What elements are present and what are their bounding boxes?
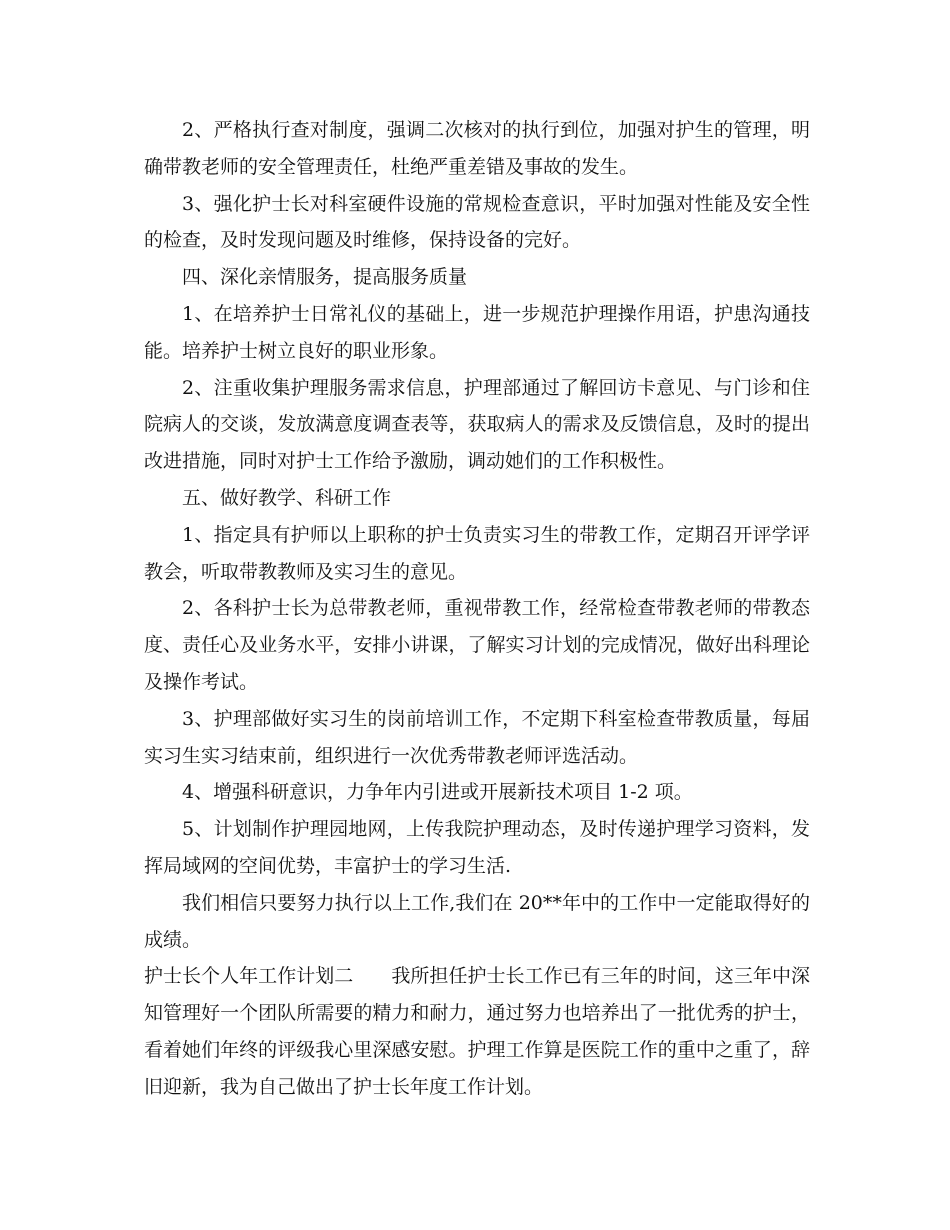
section-heading-service-quality: 四、深化亲情服务，提高服务质量 xyxy=(182,266,468,289)
paragraph-teaching-assignment: 1、指定具有护师以上职称的护士负责实习生的带教工作，定期召开评学评教会，听取带教教师及实习生的意见。 xyxy=(144,523,810,583)
paragraph-nursing-website: 5、计划制作护理园地网，上传我院护理动态，及时传递护理学习资料，发挥局域网的空间优势，丰富护士的学习生活. xyxy=(144,818,810,877)
paragraph-etiquette-training: 1、在培养护士日常礼仪的基础上，进一步规范护理操作用语，护患沟通技能。培养护士树立良好的职业形象。 xyxy=(144,302,810,362)
section-heading-teaching-research: 五、做好教学、科研工作 xyxy=(182,486,392,509)
paragraph-verification-system: 2、严格执行查对制度，强调二次核对的执行到位，加强对护生的管理，明确带教老师的安全管理责任，杜绝严重差错及事故的发生。 xyxy=(144,119,810,178)
document-page xyxy=(144,112,810,1106)
paragraph-head-nurse-teaching: 2、各科护士长为总带教老师，重视带教工作，经常检查带教老师的带教态度、责任心及业务水平，安排小讲课，了解实习计划的完成情况，做好出科理论及操作考试。 xyxy=(144,597,810,693)
paragraph-plan-two-intro: 护士长个人年工作计划二 我所担任护士长工作已有三年的时间，这三年中深知管理好一个团队所需要的精力和耐力，通过努力也培养出了一批优秀的护士，看着她们年终的评级我心里深感安慰。护理工作算是医院工作的重中之重了，辞旧迎新，我为自己做出了护士长年度工作计划。 xyxy=(144,965,810,1098)
paragraph-pre-job-training: 3、护理部做好实习生的岗前培训工作，不定期下科室检查带教质量，每届实习生实习结束前，组织进行一次优秀带教老师评选活动。 xyxy=(144,707,810,767)
paragraph-feedback-collection: 2、注重收集护理服务需求信息，护理部通过了解回访卡意见、与门诊和住院病人的交谈，发放满意度调查表等，获取病人的需求及反馈信息，及时的提出改进措施，同时对护士工作给予激励，调动她们的工作积极性。 xyxy=(144,376,810,473)
paragraph-equipment-inspection: 3、强化护士长对科室硬件设施的常规检查意识，平时加强对性能及安全性的检查，及时发现问题及时维修，保持设备的完好。 xyxy=(144,192,810,252)
paragraph-conclusion: 我们相信只要努力执行以上工作,我们在 20**年中的工作中一定能取得好的成绩。 xyxy=(144,891,810,951)
paragraph-research-awareness: 4、增强科研意识，力争年内引进或开展新技术项目 1-2 项。 xyxy=(182,781,693,804)
